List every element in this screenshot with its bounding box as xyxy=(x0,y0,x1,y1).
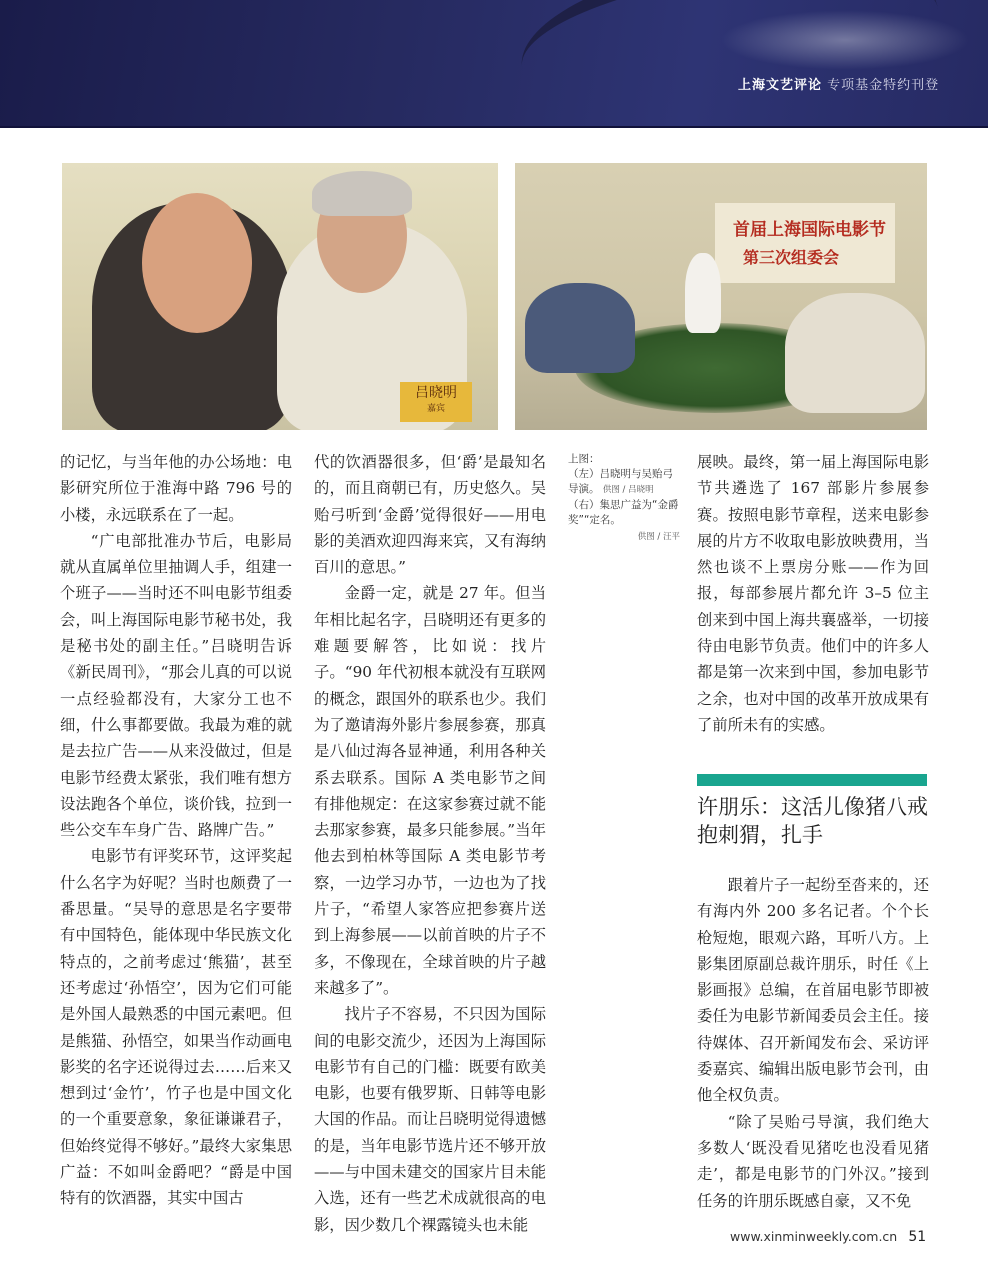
paragraph: 展映。最终，第一届上海国际电影节共遴选了 167 部影片参展参赛。按照电影节章程，送来电影参展的片方不收取电影放映费用，当然也谈不上票房分账——作为回报，每部参展片都允许 3–5 位主创来到中国上海共襄盛举，一切接待由电影节负责。他们中的许多人都是第一次来到中国，参加电影节之余，也对中国的改革开放成果有了前所未有的实感。 xyxy=(697,453,929,734)
photo-right xyxy=(515,163,927,430)
article-column-3 xyxy=(697,449,929,738)
nameplate-name: 吕晓明 xyxy=(415,385,457,401)
paragraph: 的记忆，与当年他的办公场地：电影研究所位于淮海中路 796 号的小楼，永远联系在了一起。 xyxy=(60,453,292,524)
page-number: 51 xyxy=(908,1229,927,1245)
person-left-face xyxy=(142,193,252,333)
festival-sign-line2: 第三次组委会 xyxy=(743,248,840,267)
section-accent-bar xyxy=(697,774,927,786)
section-heading: 许朋乐：这活儿像猪八戒抱刺猬，扎手 xyxy=(697,795,928,847)
paragraph: 代的饮酒器很多，但‘爵’是最知名的，而且商朝已有，历史悠久。吴贻弓听到‘金爵’觉得很好——用电影的美酒欢迎四海来宾，又有海纳百川的意思。” xyxy=(314,453,546,577)
nameplate-sub: 嘉宾 xyxy=(426,404,445,414)
header-banner xyxy=(0,0,988,128)
nameplate xyxy=(400,382,472,422)
festival-sign xyxy=(715,203,895,283)
caption-line: （左）吕晓明与吴贻弓导演。 xyxy=(568,468,673,495)
article-column-2 xyxy=(314,449,546,1238)
seated-people-right xyxy=(785,293,925,413)
caption-line: 上图： xyxy=(568,453,600,465)
photo-caption xyxy=(568,452,680,545)
person-right-hair xyxy=(312,171,412,216)
paragraph: 金爵一定，就是 27 年。但当年相比起名字，吕晓明还有更多的难题要解答，比如说：找片子。“90 年代初根本就没有互联网的概念，跟国外的联系也少。我们为了邀请海外影片参展参赛，那真是八仙过海各显神通，利用各种关系去联系。国际 A 类电影节之间有排他规定：在这家参赛过就不能去那家参赛，最多只能参展。”当年他去到柏林等国际 A 类电影节考察，一边学习办节，一边也为了找片子，“希望人家答应把参赛片送到上海参展——以前首映的片子不多，不像现在，全球首映的片子越来越多了”。 xyxy=(314,584,546,997)
paragraph: 找片子不容易，不只因为国际间的电影交流少，还因为上海国际电影节有自己的门槛：既要有欧美电影，也要有俄罗斯、日韩等电影大国的作品。而让吕晓明觉得遗憾的是，当年电影节选片还不够开放——与中国未建交的国家片目未能入选，还有一些艺术成就很高的电影，因少数几个裸露镜头也未能 xyxy=(314,1005,546,1234)
website-url: www.xinminweekly.com.cn xyxy=(730,1229,898,1244)
banner-edge xyxy=(0,126,988,128)
article-column-1 xyxy=(60,449,292,1212)
seated-people-left xyxy=(525,283,635,373)
paragraph: 电影节有评奖环节，这评奖起什么名字为好呢？当时也颇费了一番思量。“吴导的意思是名字要带有中国特色，能体现中华民族文化特点的，之前考虑过‘熊猫’，甚至还考虑过‘孙悟空’，因为它们可能是外国人最熟悉的中国元素吧。但是熊猫、孙悟空，如果当作动画电影奖的名字还说得过去……后来又想到过‘金竹’，竹子也是中国文化的一个重要意象，象征谦谦君子，但始终觉得不够好。”最终大家集思广益：不如叫金爵吧？“爵是中国特有的饮酒器，其实中国古 xyxy=(60,847,292,1208)
page-footer xyxy=(730,1226,926,1245)
article-column-3-continued xyxy=(697,872,929,1214)
paragraph: 跟着片子一起纷至沓来的，还有海内外 200 多名记者。个个长枪短炮，眼观六路，耳听八方。上影集团原副总裁许朋乐，时任《上影画报》总编，在首届电影节即被委任为电影节新闻委员会主任。接待媒体、召开新闻发布会、采访评委嘉宾、编辑出版电影节会刊，由他全权负责。 xyxy=(697,876,929,1105)
caption-line: （右）集思广益为“金爵奖”“定名。 xyxy=(568,499,679,526)
paragraph: “除了吴贻弓导演，我们绝大多数人‘既没看见猪吃也没看见猪走’，都是电影节的门外汉。”接到任务的许朋乐既感自豪，又不免 xyxy=(697,1112,929,1210)
caption-credit: 供图 / 汪平 xyxy=(637,532,680,542)
magazine-name: 上海文艺评论 xyxy=(738,78,823,93)
festival-sign-line1: 首届上海国际电影节 xyxy=(733,220,886,240)
column-sponsor-title xyxy=(738,74,939,93)
standing-speaker xyxy=(685,253,721,333)
sparkle-decoration xyxy=(720,10,970,70)
paragraph: “广电部批准办节后，电影局就从直属单位里抽调人手，组建一个班子——当时还不叫电影节组委会，叫上海国际电影节秘书处，我是秘书处的副主任。”吕晓明告诉《新民周刊》，“那会儿真的可以说一点经验都没有，大家分工也不细，什么事都要做。我最为难的就是去拉广告——从来没做过，但是电影节经费太紧张，我们唯有想方设法跑各个单位，谈价钱，拉到一些公交车车身广告、路牌广告。” xyxy=(60,531,292,840)
caption-credit: 供图 / 吕晓明 xyxy=(602,485,654,495)
magazine-tag: 专项基金特约刊登 xyxy=(827,78,940,93)
